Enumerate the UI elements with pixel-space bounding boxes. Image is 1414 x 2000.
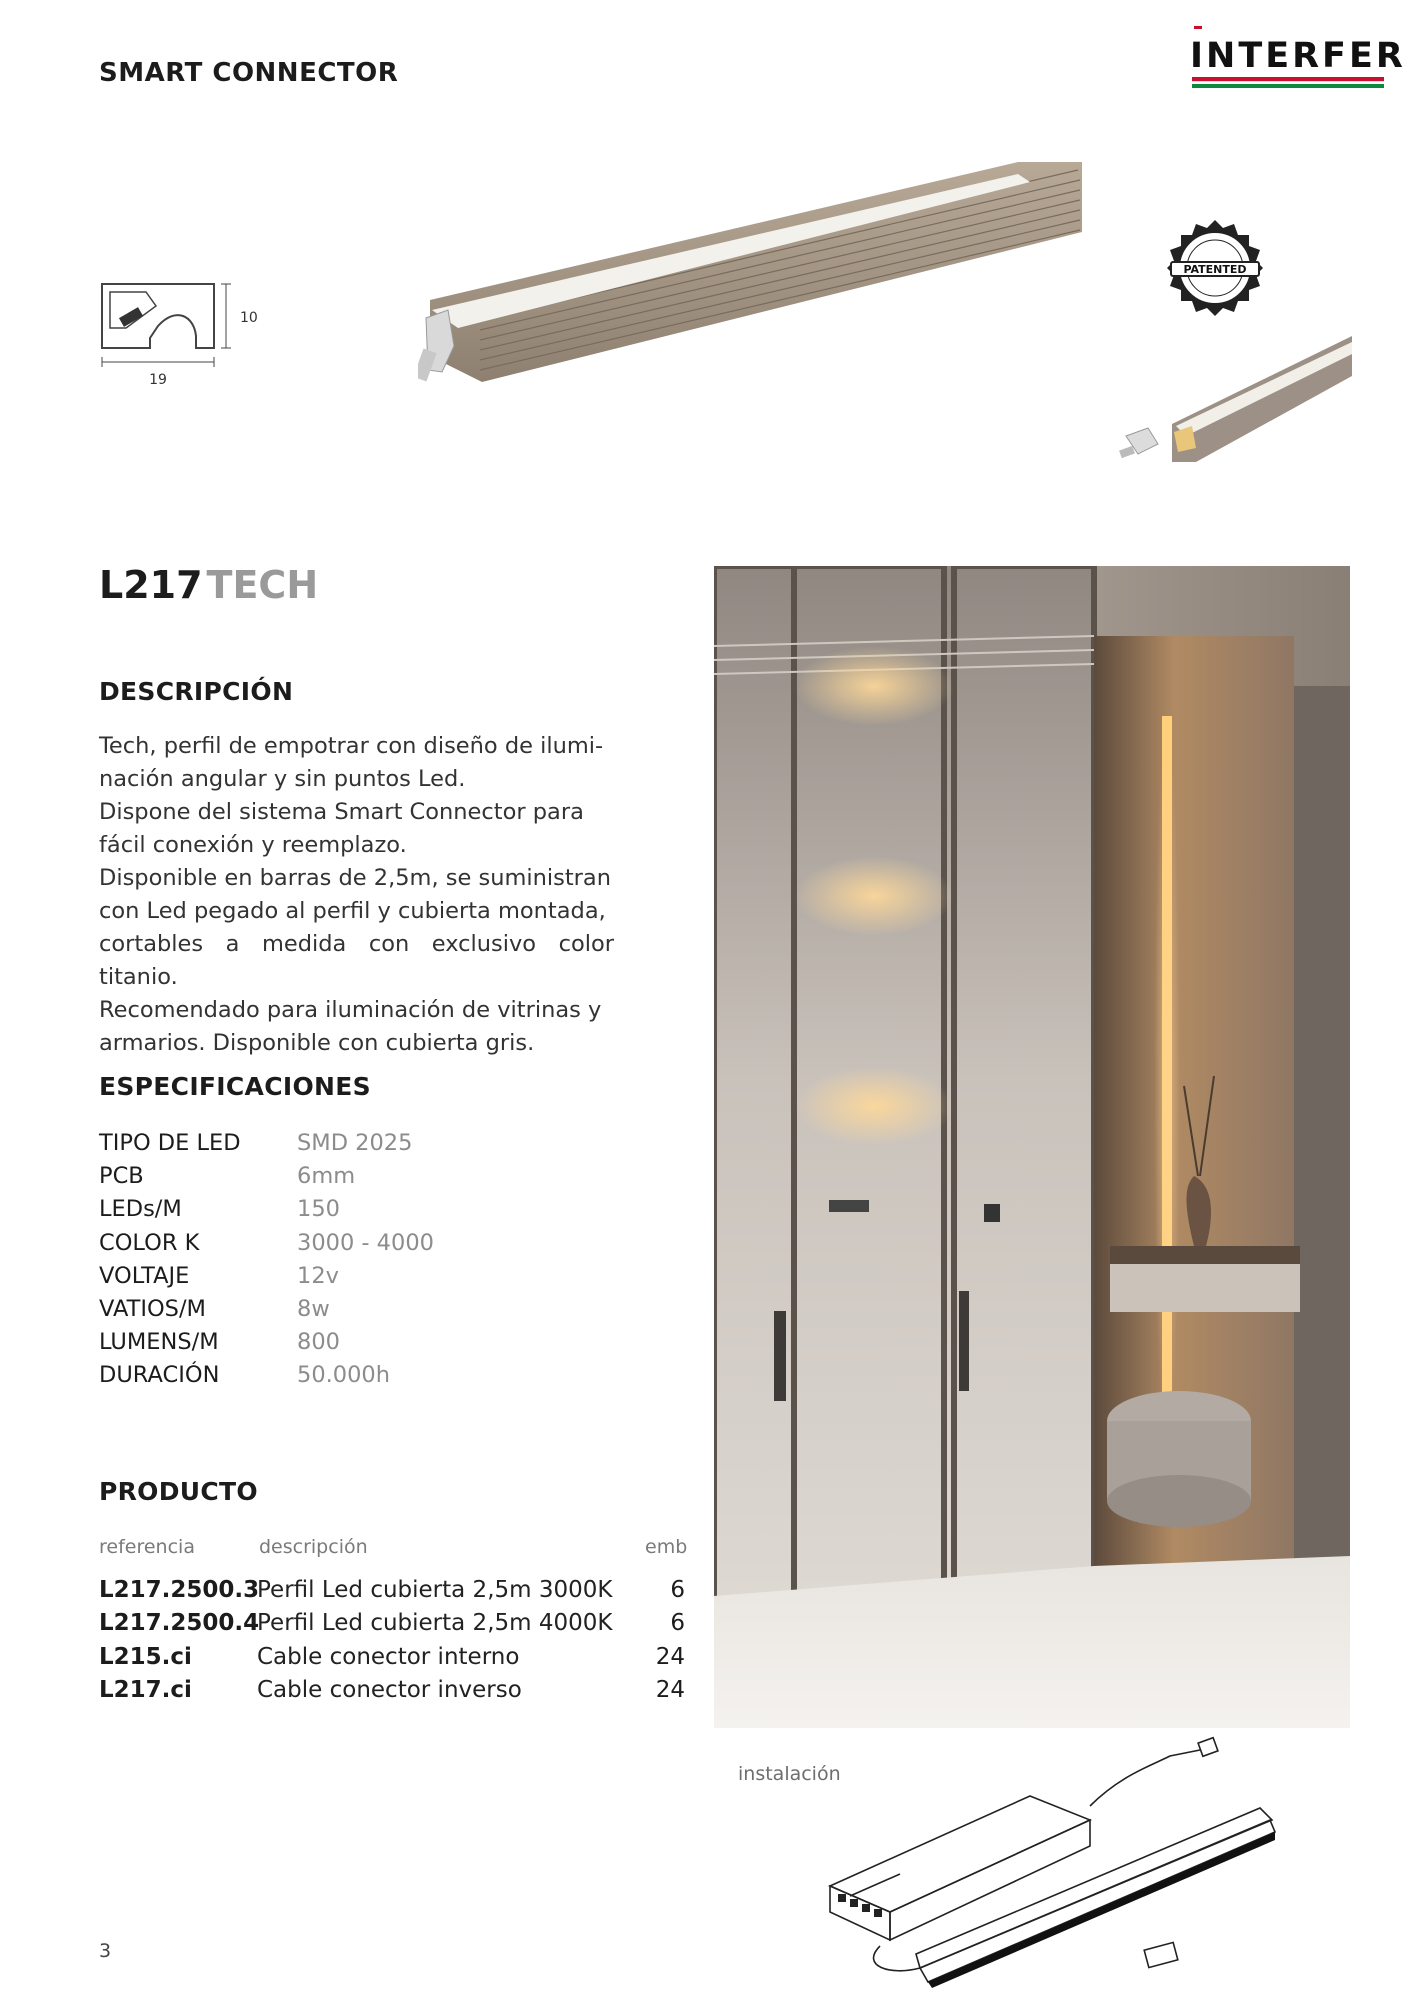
table-row [99,1641,685,1674]
connector-detail-image [1116,336,1352,496]
page-number: 3 [99,1940,112,1962]
patented-badge-icon [1165,218,1265,318]
spec-row [99,1227,434,1260]
description-line: cortables a medida con exclusivo color titanio. [99,931,614,990]
logo-stripe-green [1192,84,1384,88]
spec-value: 6mm [297,1163,356,1190]
installation-label: instalación [738,1763,841,1785]
specs-heading: ESPECIFICACIONES [99,1072,371,1101]
spec-label: TIPO DE LED [99,1130,241,1156]
product-name: TECH [206,563,319,607]
spec-value: 800 [297,1329,340,1356]
column-header-emb: emb [645,1536,688,1558]
product-code: L217 [99,563,203,607]
specs-table [99,1127,434,1393]
products-table [99,1574,685,1707]
product-emb: 6 [670,1610,685,1637]
product-desc: Cable conector inverso [257,1676,522,1703]
description-line: armarios. Disponible con cubierta gris. [99,1030,535,1056]
column-header-desc: descripción [259,1536,368,1558]
spec-row [99,1359,434,1392]
interfer-logo [1190,26,1406,90]
product-ref: L217.2500.4 [99,1610,260,1637]
column-header-ref: referencia [99,1536,195,1558]
spec-row [99,1160,434,1193]
spec-value: SMD 2025 [297,1130,413,1156]
width-dimension: 19 [149,372,167,388]
table-row [99,1607,685,1640]
product-desc: Perfil Led cubierta 2,5m 3000K [257,1577,613,1603]
description-line: fácil conexión y reemplazo. [99,832,407,858]
product-ref: L217.ci [99,1676,192,1703]
spec-row [99,1326,434,1359]
table-row [99,1574,685,1607]
spec-label: LUMENS/M [99,1329,219,1356]
description-line: Tech, perfil de empotrar con diseño de ilumi- [99,733,604,759]
spec-value: 150 [297,1196,340,1223]
wardrobe-photo [714,566,1350,1728]
spec-row [99,1293,434,1326]
description-text [99,730,614,1060]
spec-label: VATIOS/M [99,1296,206,1323]
spec-value: 8w [297,1296,330,1323]
spec-label: DURACIÓN [99,1362,220,1389]
profile-product-image [418,160,1082,392]
description-line: Recomendado para iluminación de vitrinas y [99,997,602,1023]
spec-value: 3000 - 4000 [297,1229,434,1256]
product-emb: 24 [655,1643,685,1670]
product-ref: L215.ci [99,1643,192,1670]
spec-label: PCB [99,1163,144,1190]
header-title: SMART CONNECTOR [99,58,399,88]
product-emb: 6 [670,1577,685,1603]
product-ref: L217.2500.3 [99,1577,260,1603]
description-line: con Led pegado al perfil y cubierta montada, [99,898,606,924]
table-row [99,1674,685,1707]
spec-label: LEDs/M [99,1196,182,1223]
logo-text: INTERFER [1190,36,1406,76]
spec-value: 12v [297,1262,339,1289]
spec-row [99,1193,434,1226]
description-line: Dispone del sistema Smart Connector para [99,799,584,825]
product-emb: 24 [655,1676,685,1703]
description-line: Disponible en barras de 2,5m, se suministran [99,865,611,891]
badge-text: PATENTED [1183,263,1247,276]
profile-section-drawing [96,276,276,392]
spec-value: 50.000h [297,1362,390,1389]
products-heading: PRODUCTO [99,1477,258,1506]
height-dimension: 10 [240,310,258,326]
description-heading: DESCRIPCIÓN [99,677,294,706]
spec-row [99,1260,434,1293]
description-line: nación angular y sin puntos Led. [99,766,466,792]
spec-label: COLOR K [99,1229,200,1256]
product-desc: Perfil Led cubierta 2,5m 4000K [257,1610,613,1637]
spec-label: VOLTAJE [99,1262,190,1289]
logo-dot [1194,26,1202,29]
product-desc: Cable conector interno [257,1643,520,1670]
product-title [99,563,318,607]
installation-diagram [820,1736,1280,1988]
spec-row [99,1127,434,1160]
